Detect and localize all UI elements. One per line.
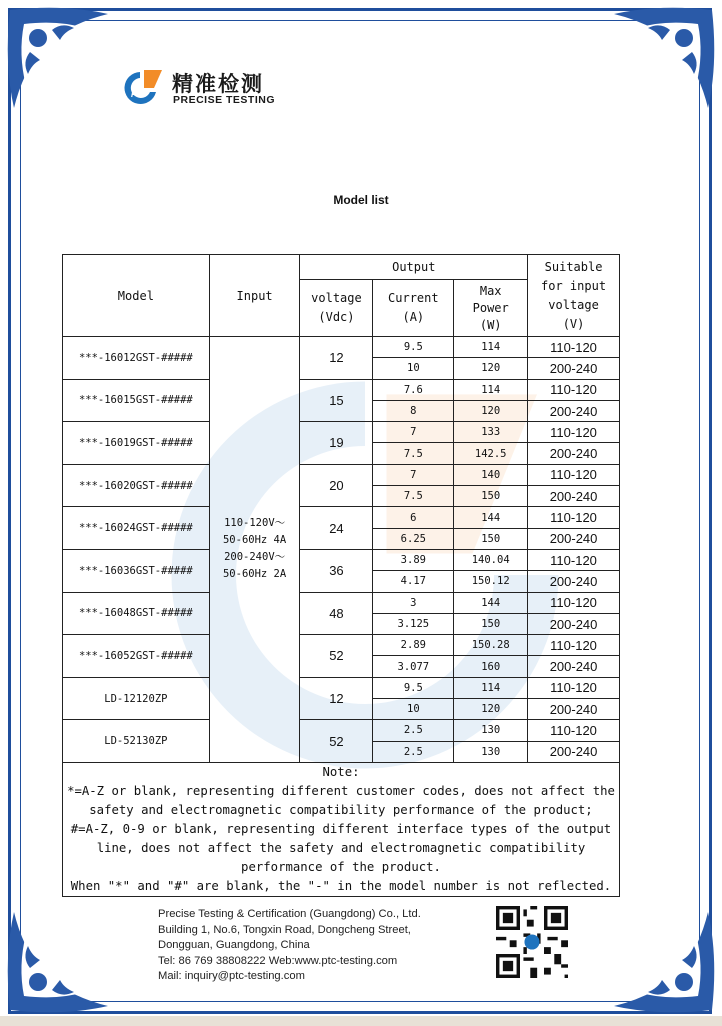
note-line: safety and electromagnetic compatibility performance of the product; (89, 802, 593, 817)
power-cell: 144 (454, 507, 528, 528)
power-cell: 150.12 (454, 571, 528, 592)
suitable-voltage-cell: 110-120 (528, 592, 620, 613)
table-row (63, 635, 620, 656)
current-cell: 3.125 (373, 613, 454, 634)
table-row (63, 464, 620, 485)
corner-ornament-bottom-right (608, 906, 718, 1016)
suitable-voltage-cell: 200-240 (528, 528, 620, 549)
corner-ornament-bottom-left (4, 906, 114, 1016)
current-cell: 10 (373, 699, 454, 720)
current-cell: 10 (373, 358, 454, 379)
model-cell: ***-16015GST-##### (63, 379, 210, 422)
header-suitable: Suitable for input voltage (V) (528, 255, 620, 337)
power-cell: 150 (454, 486, 528, 507)
note-row (63, 762, 620, 896)
current-cell: 4.17 (373, 571, 454, 592)
voltage-cell: 12 (300, 677, 373, 720)
header-voltage: voltage (Vdc) (300, 280, 373, 337)
suitable-voltage-cell: 200-240 (528, 741, 620, 762)
suitable-voltage-cell: 200-240 (528, 400, 620, 421)
suitable-voltage-cell: 110-120 (528, 464, 620, 485)
current-cell: 6 (373, 507, 454, 528)
header-input: Input (209, 255, 300, 337)
power-cell: 114 (454, 379, 528, 400)
header-current: Current (A) (373, 280, 454, 337)
header-output: Output (300, 255, 528, 280)
note-cell (63, 762, 620, 896)
power-cell: 150 (454, 613, 528, 634)
power-cell: 144 (454, 592, 528, 613)
voltage-cell: 15 (300, 379, 373, 422)
current-cell: 6.25 (373, 528, 454, 549)
power-cell: 142.5 (454, 443, 528, 464)
power-cell: 114 (454, 337, 528, 358)
model-cell: LD-12120ZP (63, 677, 210, 720)
qr-code-icon (496, 906, 568, 978)
logo-mark-text: PTC (131, 90, 147, 99)
power-cell: 114 (454, 677, 528, 698)
ptc-logo-icon (122, 68, 164, 108)
power-cell: 160 (454, 656, 528, 677)
suitable-voltage-cell: 200-240 (528, 443, 620, 464)
suitable-voltage-cell: 200-240 (528, 358, 620, 379)
voltage-cell: 36 (300, 549, 373, 592)
suitable-voltage-cell: 200-240 (528, 486, 620, 507)
model-cell: ***-16020GST-##### (63, 464, 210, 507)
suitable-voltage-cell: 110-120 (528, 379, 620, 400)
table-row (63, 720, 620, 741)
current-cell: 2.89 (373, 635, 454, 656)
logo-english-name: PRECISE TESTING (173, 94, 276, 106)
current-cell: 7 (373, 464, 454, 485)
model-cell: ***-16024GST-##### (63, 507, 210, 550)
footer-email: Mail: inquiry@ptc-testing.com (158, 970, 305, 982)
power-cell: 120 (454, 699, 528, 720)
voltage-cell: 19 (300, 422, 373, 465)
note-line: #=A-Z, 0-9 or blank, representing different interface types of the output (70, 821, 612, 836)
current-cell: 7 (373, 422, 454, 443)
current-cell: 2.5 (373, 741, 454, 762)
current-cell: 3.077 (373, 656, 454, 677)
power-cell: 140.04 (454, 549, 528, 570)
current-cell: 2.5 (373, 720, 454, 741)
model-list-table (62, 254, 620, 897)
input-spec-cell: 110-120V～ 50-60Hz 4A 200-240V～ 50-60Hz 2A (209, 337, 300, 763)
current-cell: 7.5 (373, 486, 454, 507)
voltage-cell: 48 (300, 592, 373, 635)
table-row (63, 422, 620, 443)
suitable-voltage-cell: 110-120 (528, 635, 620, 656)
suitable-voltage-cell: 200-240 (528, 699, 620, 720)
power-cell: 140 (454, 464, 528, 485)
table-row (63, 507, 620, 528)
suitable-voltage-cell: 200-240 (528, 571, 620, 592)
footer-address-line-1: Building 1, No.6, Tongxin Road, Dongcheng Street, (158, 923, 411, 936)
model-cell: ***-16012GST-##### (63, 337, 210, 380)
note-heading: Note: (322, 764, 360, 779)
corner-ornament-top-left (4, 4, 114, 114)
current-cell: 7.5 (373, 443, 454, 464)
voltage-cell: 24 (300, 507, 373, 550)
power-cell: 130 (454, 720, 528, 741)
page-title: Model list (333, 193, 389, 207)
page-bottom-strip (0, 1016, 722, 1026)
current-cell: 8 (373, 400, 454, 421)
table-row (63, 337, 620, 358)
note-line: When "*" and "#" are blank, the "-" in the model number is not reflected. (70, 878, 612, 893)
power-cell: 120 (454, 400, 528, 421)
voltage-cell: 52 (300, 635, 373, 678)
suitable-voltage-cell: 110-120 (528, 720, 620, 741)
model-cell: ***-16019GST-##### (63, 422, 210, 465)
table-row (63, 677, 620, 698)
voltage-cell: 12 (300, 337, 373, 380)
power-cell: 150 (454, 528, 528, 549)
model-cell: ***-16048GST-##### (63, 592, 210, 635)
suitable-voltage-cell: 200-240 (528, 656, 620, 677)
header-model: Model (63, 255, 210, 337)
header-max-power: Max Power (W) (454, 280, 528, 337)
note-line: line, does not affect the safety and electromagnetic compatibility (96, 840, 586, 855)
voltage-cell: 52 (300, 720, 373, 763)
suitable-voltage-cell: 110-120 (528, 677, 620, 698)
model-cell: ***-16052GST-##### (63, 635, 210, 678)
note-line: *=A-Z or blank, representing different customer codes, does not affect the (67, 783, 615, 798)
current-cell: 9.5 (373, 677, 454, 698)
suitable-voltage-cell: 110-120 (528, 337, 620, 358)
logo-chinese-name: 精准检测 (172, 72, 264, 96)
current-cell: 9.5 (373, 337, 454, 358)
suitable-voltage-cell: 110-120 (528, 549, 620, 570)
table-row (63, 549, 620, 570)
current-cell: 3 (373, 592, 454, 613)
power-cell: 133 (454, 422, 528, 443)
suitable-voltage-cell: 200-240 (528, 613, 620, 634)
note-line: performance of the product. (241, 859, 441, 874)
model-cell: ***-16036GST-##### (63, 549, 210, 592)
suitable-voltage-cell: 110-120 (528, 507, 620, 528)
table-row (63, 379, 620, 400)
model-cell: LD-52130ZP (63, 720, 210, 763)
power-cell: 130 (454, 741, 528, 762)
current-cell: 7.6 (373, 379, 454, 400)
table-row (63, 592, 620, 613)
current-cell: 3.89 (373, 549, 454, 570)
footer-phone-web: Tel: 86 769 38808222 Web:www.ptc-testing.com (158, 954, 398, 967)
power-cell: 120 (454, 358, 528, 379)
voltage-cell: 20 (300, 464, 373, 507)
company-contact-footer (158, 907, 421, 985)
footer-company-name: Precise Testing & Certification (Guangdong) Co., Ltd. (158, 908, 421, 920)
suitable-voltage-cell: 110-120 (528, 422, 620, 443)
power-cell: 150.28 (454, 635, 528, 656)
corner-ornament-top-right (608, 4, 718, 114)
footer-address-line-2: Dongguan, Guangdong, China (158, 939, 310, 951)
